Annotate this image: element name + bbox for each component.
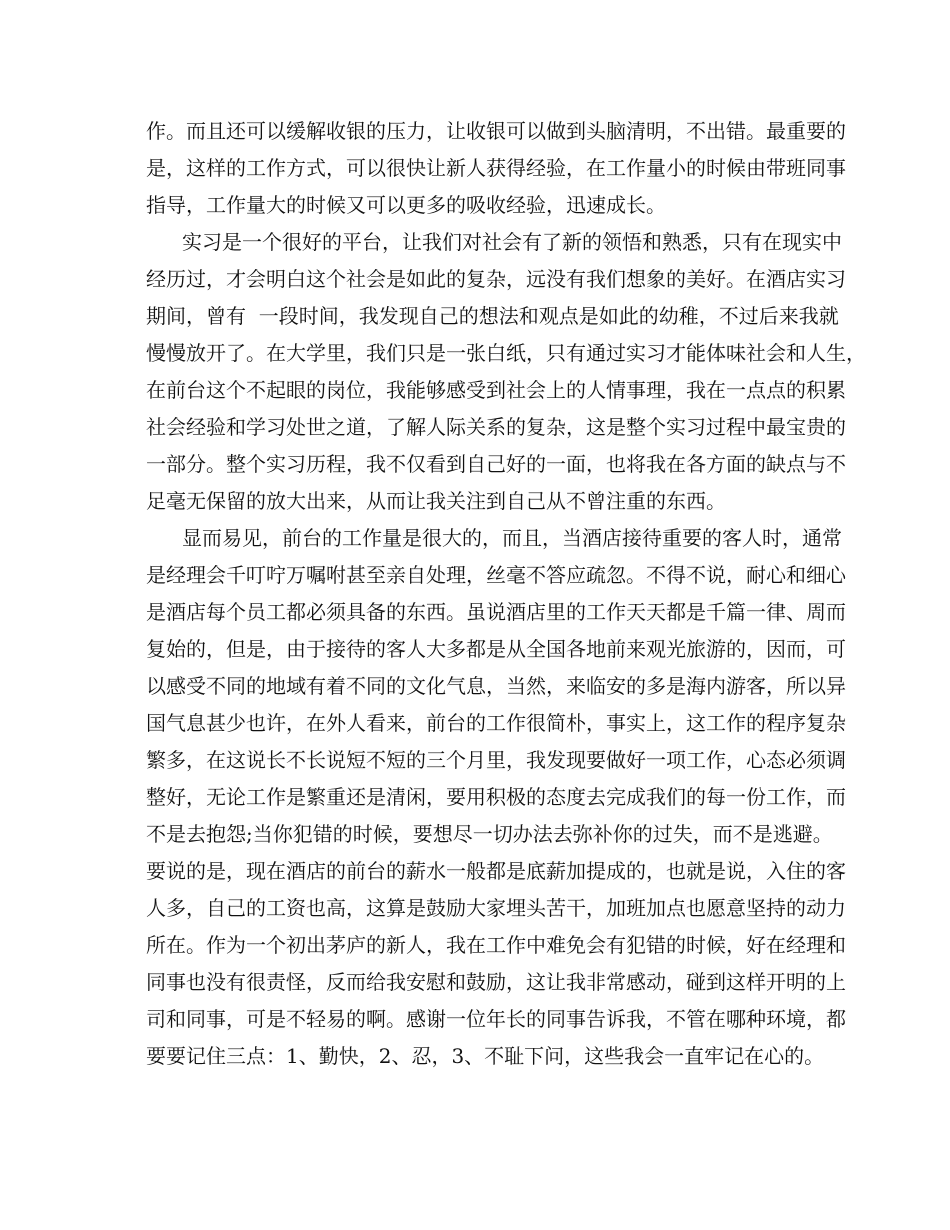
text-line: 以感受不同的地域有着不同的文化气息，当然，来临安的多是海内游客，所以异 — [146, 674, 846, 698]
text-line: 繁多，在这说长不长说短不短的三个月里，我发现要做好一项工作，心态必须调 — [146, 748, 846, 772]
text-line: 不是去抱怨;当你犯错的时候，要想尽一切办法去弥补你的过失，而不是逃避。 — [146, 822, 833, 846]
text-line: 人多，自己的工资也高，这算是鼓励大家埋头苦干，加班加点也愿意坚持的动力 — [146, 896, 846, 920]
text-line: 作。而且还可以缓解收银的压力，让收银可以做到头脑清明，不出错。最重要的 — [146, 119, 846, 143]
text-line: 要要记住三点：1、勤快，2、忍，3、不耻下问，这些我会一直牢记在心的。 — [146, 1044, 825, 1068]
text-line: 复始的，但是，由于接待的客人大多都是从全国各地前来观光旅游的，因而，可 — [146, 637, 846, 661]
text-line: 整好，无论工作是繁重还是清闲，要用积极的态度去完成我们的每一份工作，而 — [146, 785, 846, 809]
text-line: 经历过，才会明白这个社会是如此的复杂，远没有我们想象的美好。在酒店实习 — [146, 267, 846, 291]
paragraph-first-line: 实习是一个很好的平台，让我们对社会有了新的领悟和熟悉，只有在现实中 — [182, 230, 842, 254]
text-line: 司和同事，可是不轻易的啊。感谢一位年长的同事告诉我，不管在哪种环境，都 — [146, 1007, 846, 1031]
text-line: 足毫无保留的放大出来，从而让我关注到自己从不曾注重的东西。 — [146, 489, 726, 513]
paragraph-first-line: 显而易见，前台的工作量是很大的，而且，当酒店接待重要的客人时，通常 — [182, 526, 842, 550]
text-line: 是酒店每个员工都必须具备的东西。虽说酒店里的工作天天都是千篇一律、周而 — [146, 600, 846, 624]
text-line: 要说的是，现在酒店的前台的薪水一般都是底薪加提成的，也就是说，入住的客 — [146, 859, 846, 883]
text-line: 一部分。整个实习历程，我不仅看到自己好的一面，也将我在各方面的缺点与不 — [146, 452, 846, 476]
text-line: 同事也没有很责怪，反而给我安慰和鼓励，这让我非常感动，碰到这样开明的上 — [146, 970, 846, 994]
text-line: 是，这样的工作方式，可以很快让新人获得经验，在工作量小的时候由带班同事 — [146, 156, 846, 180]
text-line: 所在。作为一个初出茅庐的新人，我在工作中难免会有犯错的时候，好在经理和 — [146, 933, 846, 957]
text-line: 期间，曾有 一段时间，我发现自己的想法和观点是如此的幼稚，不过后来我就 — [146, 304, 839, 328]
text-line: 指导，工作量大的时候又可以更多的吸收经验，迅速成长。 — [146, 193, 666, 217]
text-line: 国气息甚少也许，在外人看来，前台的工作很简朴，事实上，这工作的程序复杂 — [146, 711, 846, 735]
text-line: 社会经验和学习处世之道，了解人际关系的复杂，这是整个实习过程中最宝贵的 — [146, 415, 846, 439]
text-line: 在前台这个不起眼的岗位，我能够感受到社会上的人情事理，我在一点点的积累 — [146, 378, 846, 402]
text-line: 慢慢放开了。在大学里，我们只是一张白纸，只有通过实习才能体味社会和人生， — [146, 341, 866, 365]
text-line: 是经理会千叮咛万嘱咐甚至亲自处理，丝毫不答应疏忽。不得不说，耐心和细心 — [146, 563, 846, 587]
